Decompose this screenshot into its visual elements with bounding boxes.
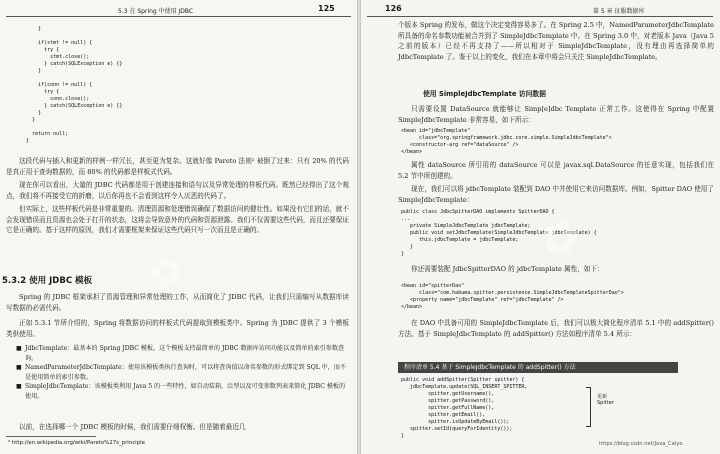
listing-title-bar: 程序清单 5.4 基于 SimpleJdbcTemplate 的 addSpitter() 方法 (398, 362, 678, 373)
left-para-4: Spring 的 JDBC 框架承担了资源管理和异常处理的工作，从而简化了 JDBC 代码，让我们只需编写从数据库读写数据的必需代码。 (6, 293, 349, 312)
right-code-spitterdao: <bean id="spitterDao" class="com.habuma.spitter.persistence.SimpleJdbcTemplateSpitterDao"> <property name="jdbcTemplate" ref="jdbcTemplate" /> </bean> (401, 283, 624, 310)
footnote-rule (6, 436, 96, 437)
left-para-3: 但实际上，这些样板代码是非常重要的。清理资源和处理错误确保了数据访问的健壮性。如果没有它们的话，就不会发现错误而且资源也会处于打开的状态，这将会导致意外的代码和资源泄露。我们不仅需要这些代码，而且还要保证它是正确的。基于这样的原因，我们才需要框架来保证这些代码只写一次而且是正确的。 (6, 205, 349, 235)
left-running-head: 5.3 在 Spring 中使用 JDBC (118, 8, 194, 15)
left-header-rule (6, 16, 351, 17)
right-header-rule (367, 16, 713, 17)
right-para-1: 个版本 Spring 的发布，做这个决定变得容易多了。在 Spring 2.5 中，NamedParameterJdbcTemplate 所具备的命名参数功能被合并到了 SimpleJdbcTemplate 中。在 Spring 3.0 中，对老版本 Java（Java 5 之前的版本）已经不再支持了——所以相对于 SimpleJdbcTemplate，没有理由再选择简单的 JdbcTemplate 了。鉴于以上的变化，我们在本章中将会只关注 SimpleJdbcTemplate。 (398, 21, 714, 61)
bullet-square-icon: ■ (16, 383, 22, 391)
right-para-4: 现在，我们可以将 jdbcTemplate 装配到 DAO 中并使用它来访问数据库。例如，Spitter DAO 使用了 SimpleJdbcTemplate： (398, 185, 714, 204)
url-watermark: https://blog.csdn.net/Java_Caiyo (599, 441, 683, 447)
left-code-block: } if(stmt != null) { try { stmt.close(); } catch(SQLException e) {} } if(conn != null) { try { conn.close(); } catch(SQLException e) {} } } return null; } (26, 26, 123, 144)
bullet-square-icon: ■ (16, 345, 22, 352)
right-decorative-watermark: ✿ (535, 206, 585, 268)
left-para-1: 这段代码与插入和更新的样例一样冗长，甚至更为复杂。这就好像 Pareto 法则² 被倒了过来：只有 20% 的代码是真正用于查询数据的，而 80% 的代码都是样板式代码。 (6, 157, 349, 176)
bullet-item: ■ NamedParameterJdbcTemplate：使用该模板类执行查询时，可以将查询值以命名参数的形式绑定到 SQL 中，而不是使用简单的索引参数。 (16, 364, 347, 381)
left-para-2: 现在你可以看出，大量的 JDBC 代码都是用于创建连接和语句以及异常处理的样板代码。既然已经得出了这个观点，我们将不再接受它的折磨，以后你再也不会看到这样令人厌恶的代码了。 (6, 181, 349, 200)
template-bullet-list (16, 344, 349, 402)
right-running-head: 第 5 章 征服数据库 (593, 8, 645, 15)
right-para-3: 属性 dataSource 所引用的 dataSource 可以是 javax.sql.DataSource 的任意实现，包括我们在 5.2 节中所创建的。 (398, 161, 714, 180)
section-heading: 5.3.2 使用 JDBC 模板 (2, 276, 93, 286)
listing-annotation: 更新 Spitter (597, 394, 614, 406)
right-code-dao: public class JdbcSpitterDAO implements SpitterDAO { ... private SimpleJdbcTemplate jdbcTemplate; public void setJdbcTemplate(SimpleJdbcTemplate jdbcTemplate) { this.jdbcTemplate = jdbcTemplate; } } (401, 209, 597, 257)
listing-code: public void addSpitter(Spitter spitter) { jdbcTemplate.update(SQL_INSERT_SPITTER, spitter.getUsername(), spitter.getPassword(), spitter.getFullName(), spitter.getEmail(), spitter.isUpdateByEmail()); spitter.setId(queryForIdentity()); } (401, 377, 528, 439)
left-para-5: 正如 5.3.1 节所介绍的，Spring 将数据访问的样板式代码提取到模板类中。Spring 为 JDBC 提供了 3 个模板类供使用。 (6, 319, 349, 338)
listing-bracket (586, 387, 591, 427)
right-para-2: 只需要设置 DataSource 就能够让 Simp[e]dbc Template 正常工作。这使得在 Spring 中配置 SimpleJdbcTemplate 非常容易，如下所示： (398, 105, 714, 124)
left-para-6: 以前，在选择哪一个 JDBC 模板的时候，我们需要仔细权衡。但是随着最近几 (19, 423, 246, 431)
left-page-number: 125 (318, 4, 335, 13)
left-decorative-watermark: ✿ (143, 245, 190, 301)
right-subheading: 使用 SimpleJdbcTemplate 访问数据 (423, 90, 546, 98)
right-page (361, 0, 720, 454)
right-para-5: 你还需要装配 JdbcSpitterDAO 的 jdbcTemplate 属性，如下： (411, 265, 604, 273)
right-code-bean: <bean id="jdbcTemplate" class="org.springframework.jdbc.core.simple.SimpleJdbcTemplate"> <constructor-arg ref="dataSource" /> </bean> (401, 128, 612, 155)
bullet-item: ■ SimpleJdbcTemplate：该模板类利用 Java 5 的一些特性，如自动装箱、泛型以及可变参数列表来简化 JDBC 模板的使用。 (16, 383, 346, 400)
right-page-number: 126 (385, 4, 402, 13)
right-para-6: 在 DAO 中具备可用的 SimpleJdbcTemplate 后，我们可以极大简化程序清单 5.1 中的 addSpitter() 方法。基于 SimpleJdbcTemplate 的 addSpitter() 方法如程序清单 5.4 所示： (398, 319, 714, 338)
bullet-square-icon: ■ (16, 364, 22, 372)
footnote: ² http://en.wikipedia.org/wiki/Pareto%27s_principle (8, 440, 145, 446)
left-page (0, 0, 357, 454)
bullet-item: ■ JdbcTemplate：最基本的 Spring JDBC 模板，这个模板支持最简单的 JDBC 数据库访问功能以及简单的索引参数查询。 (16, 345, 345, 362)
